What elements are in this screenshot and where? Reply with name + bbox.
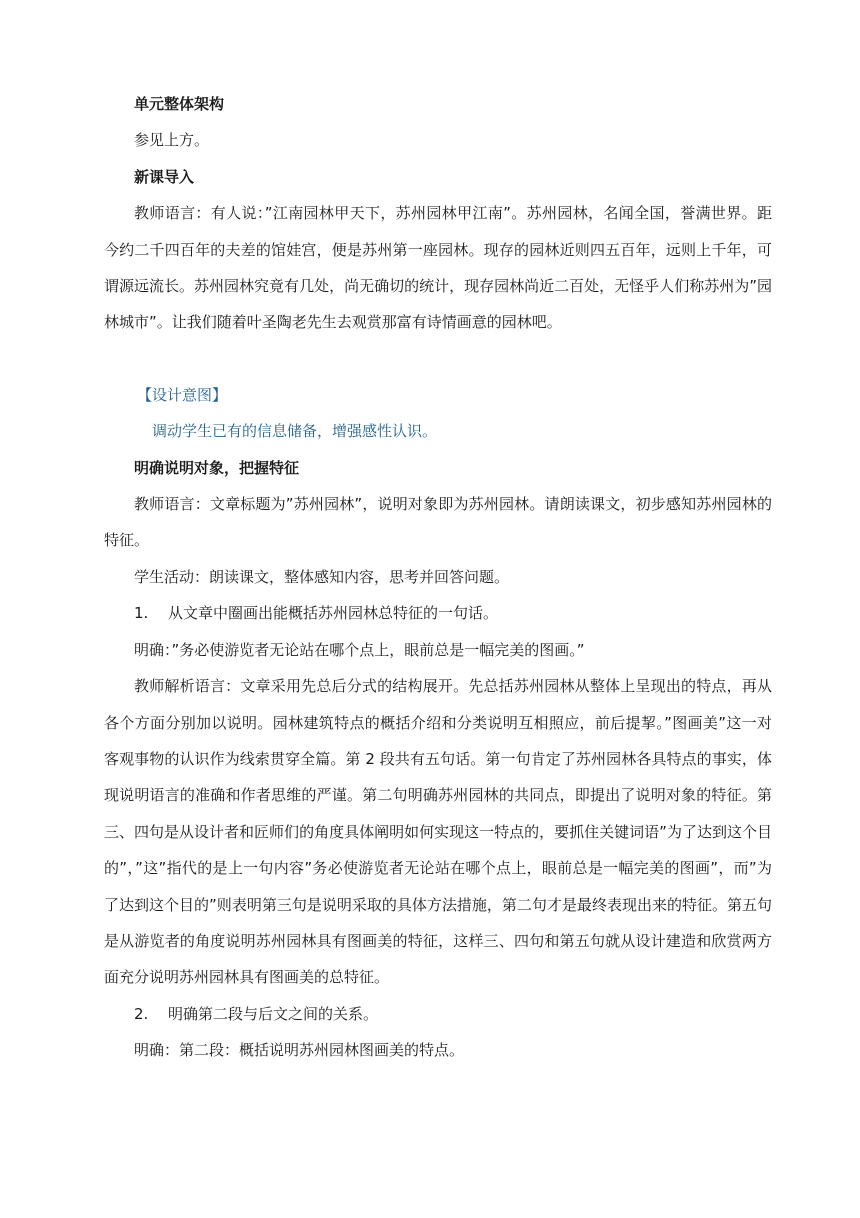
design-intent-title: 【设计意图】	[137, 385, 228, 404]
paragraph-intro: 教师语言：有人说：”江南园林甲天下，苏州园林甲江南”。苏州园林，名闻全国，誉满世界。距今约二千四百年的夫差的馆娃宫，便是苏州第一座园林。现存的园林近则四五百年，远则上千年，可谓源远流长。苏州园林究竟有几处，尚无确切的统计，现存园林尚近二百处，无怪乎人们称苏州为”园林城市”。让我们随着叶圣陶老先生去观赏那富有诗情画意的园林吧。	[104, 204, 772, 332]
heading-clarify-object: 明确说明对象，把握特征	[134, 458, 300, 477]
paragraph-clarify-2: 明确：第二段：概括说明苏州园林图画美的特点。	[134, 1041, 465, 1060]
heading-new-lesson-intro: 新课导入	[134, 167, 195, 186]
list-number: 1.	[134, 604, 149, 623]
spacer	[104, 341, 772, 377]
heading-unit-structure: 单元整体架构	[134, 95, 225, 113]
list-item-text: 明确第二段与后文之间的关系。	[168, 1004, 379, 1023]
list-item-text: 从文章中圈画出能概括苏州园林总特征的一句话。	[168, 604, 499, 623]
paragraph-clarify-1: 明确：”务必使游览者无论站在哪个点上，眼前总是一幅完美的图画。”	[134, 640, 585, 659]
paragraph-student-activity: 学生活动：朗读课文，整体感知内容，思考并回答问题。	[134, 567, 510, 586]
list-item-2	[104, 996, 772, 1032]
paragraph-see-above: 参见上方。	[134, 131, 210, 150]
list-number: 2.	[134, 1004, 149, 1023]
design-intent-body: 调动学生已有的信息储备，增强感性认识。	[152, 422, 438, 441]
list-item-1	[104, 595, 772, 631]
paragraph-teacher-language: 教师语言：文章标题为”苏州园林”，说明对象即为苏州园林。请朗读课文，初步感知苏州园林的特征。	[104, 495, 772, 550]
paragraph-teacher-analysis: 教师解析语言：文章采用先总后分式的结构展开。先总括苏州园林从整体上呈现出的特点，再从各个方面分别加以说明。园林建筑特点的概括介绍和分类说明互相照应，前后提挈。”图画美”这一对客观事物的认识作为线索贯穿全篇。第 2 段共有五句话。第一句肯定了苏州园林各具特点的事实，体现说明语言的准确和作者思维的严谨。第二句明确苏州园林的共同点，即提出了说明对象的特征。第三、四句是从设计者和匠师们的角度具体阐明如何实现这一特点的，要抓住关键词语”为了达到这个目的”，”这”指代的是上一句内容”务必使游览者无论站在哪个点上，眼前总是一幅完美的图画”，而”为了达到这个目的”则表明第三句是说明采取的具体方法措施，第二句才是最终表现出来的特征。第五句是从游览者的角度说明苏州园林具有图画美的特征，这样三、四句和第五句就从设计建造和欣赏两方面充分说明苏州园林具有图画美的总特征。	[104, 677, 772, 987]
